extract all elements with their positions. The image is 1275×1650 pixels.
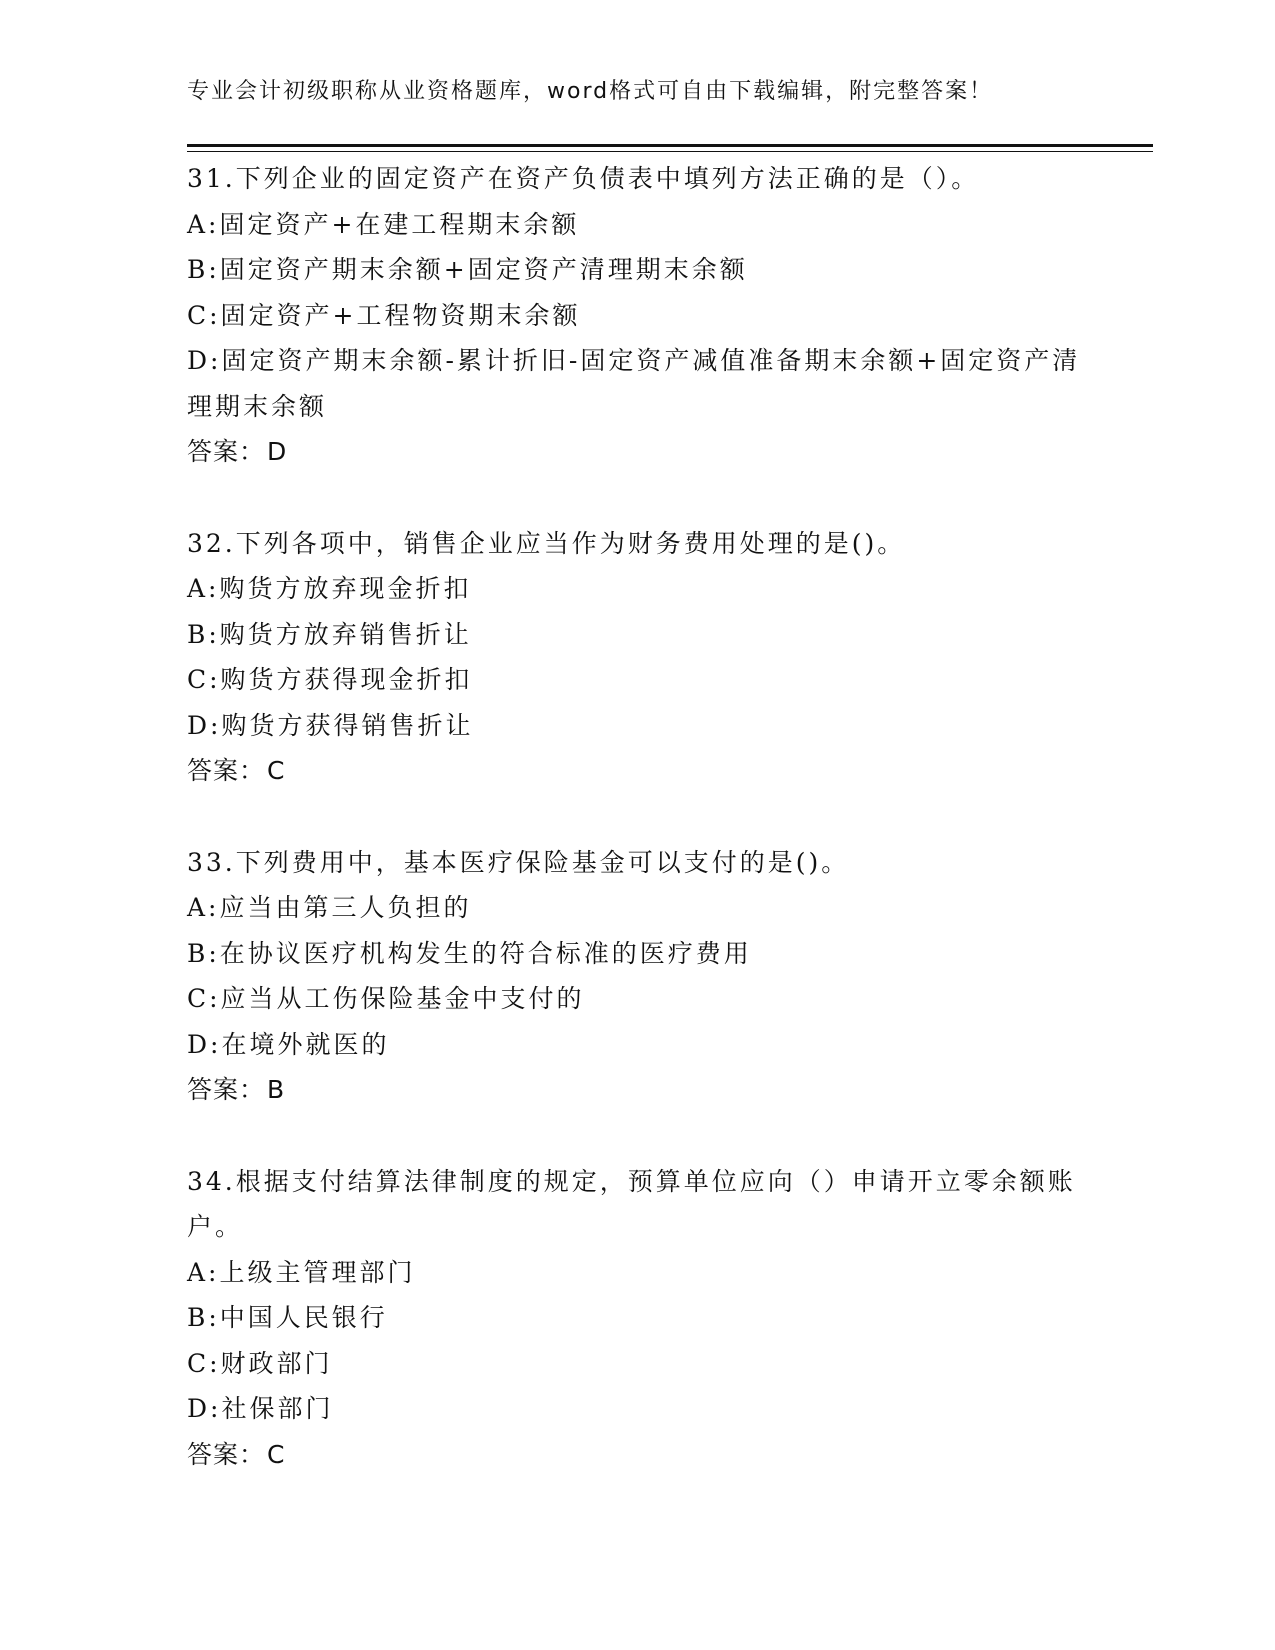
- question-stem: 31.下列企业的固定资产在资产负债表中填列方法正确的是（）。: [187, 164, 980, 193]
- option-b: B:固定资产期末余额+固定资产清理期末余额: [187, 255, 748, 284]
- option-b: B:在协议医疗机构发生的符合标准的医疗费用: [187, 938, 752, 968]
- option-b: B:购货方放弃销售折让: [187, 619, 472, 649]
- option-d: D:社保部门: [187, 1394, 334, 1423]
- answer-label: 答案：: [187, 1075, 266, 1104]
- question-31: [187, 156, 1087, 475]
- option-c: C:应当从工伤保险基金中支付的: [187, 984, 585, 1013]
- header-rule-thin: [187, 151, 1153, 152]
- option-a: A:购货方放弃现金折扣: [187, 574, 472, 603]
- question-33: [187, 840, 1087, 1113]
- option-a: A:上级主管理部门: [187, 1257, 416, 1287]
- answer-line: [187, 1067, 1087, 1113]
- option-c: C:购货方获得现金折扣: [187, 665, 473, 694]
- answer-value: B: [267, 1075, 286, 1104]
- answer-label: 答案：: [187, 437, 266, 466]
- question-stem: 32.下列各项中，销售企业应当作为财务费用处理的是()。: [187, 528, 906, 558]
- page-header: 专业会计初级职称从业资格题库，word格式可自由下载编辑，附完整答案！: [187, 79, 994, 104]
- answer-line: [187, 1432, 1087, 1478]
- option-a: A:固定资产+在建工程期末余额: [187, 209, 580, 239]
- question-34: [187, 1159, 1087, 1478]
- option-c: C:固定资产+工程物资期末余额: [187, 300, 581, 330]
- question-list: [187, 156, 1087, 1523]
- option-d: D:固定资产期末余额-累计折旧-固定资产减值准备期末余额+固定资产清理期末余额: [187, 346, 1081, 421]
- answer-line: [187, 429, 1087, 475]
- option-b: B:中国人民银行: [187, 1303, 388, 1332]
- option-a: A:应当由第三人负担的: [187, 893, 472, 922]
- option-d: D:购货方获得销售折让: [187, 710, 474, 740]
- answer-value: D: [267, 437, 288, 466]
- option-c: C:财政部门: [187, 1348, 333, 1378]
- question-stem: 34.根据支付结算法律制度的规定，预算单位应向（）申请开立零余额账户。: [187, 1166, 1076, 1241]
- answer-label: 答案：: [187, 1439, 266, 1469]
- header-rule-thick: [187, 144, 1153, 147]
- question-32: [187, 521, 1087, 794]
- question-stem: 33.下列费用中，基本医疗保险基金可以支付的是()。: [187, 847, 850, 877]
- answer-label: 答案：: [187, 756, 266, 785]
- answer-line: [187, 748, 1087, 794]
- option-d: D:在境外就医的: [187, 1029, 390, 1059]
- answer-value: C: [267, 756, 286, 785]
- answer-value: C: [267, 1439, 286, 1469]
